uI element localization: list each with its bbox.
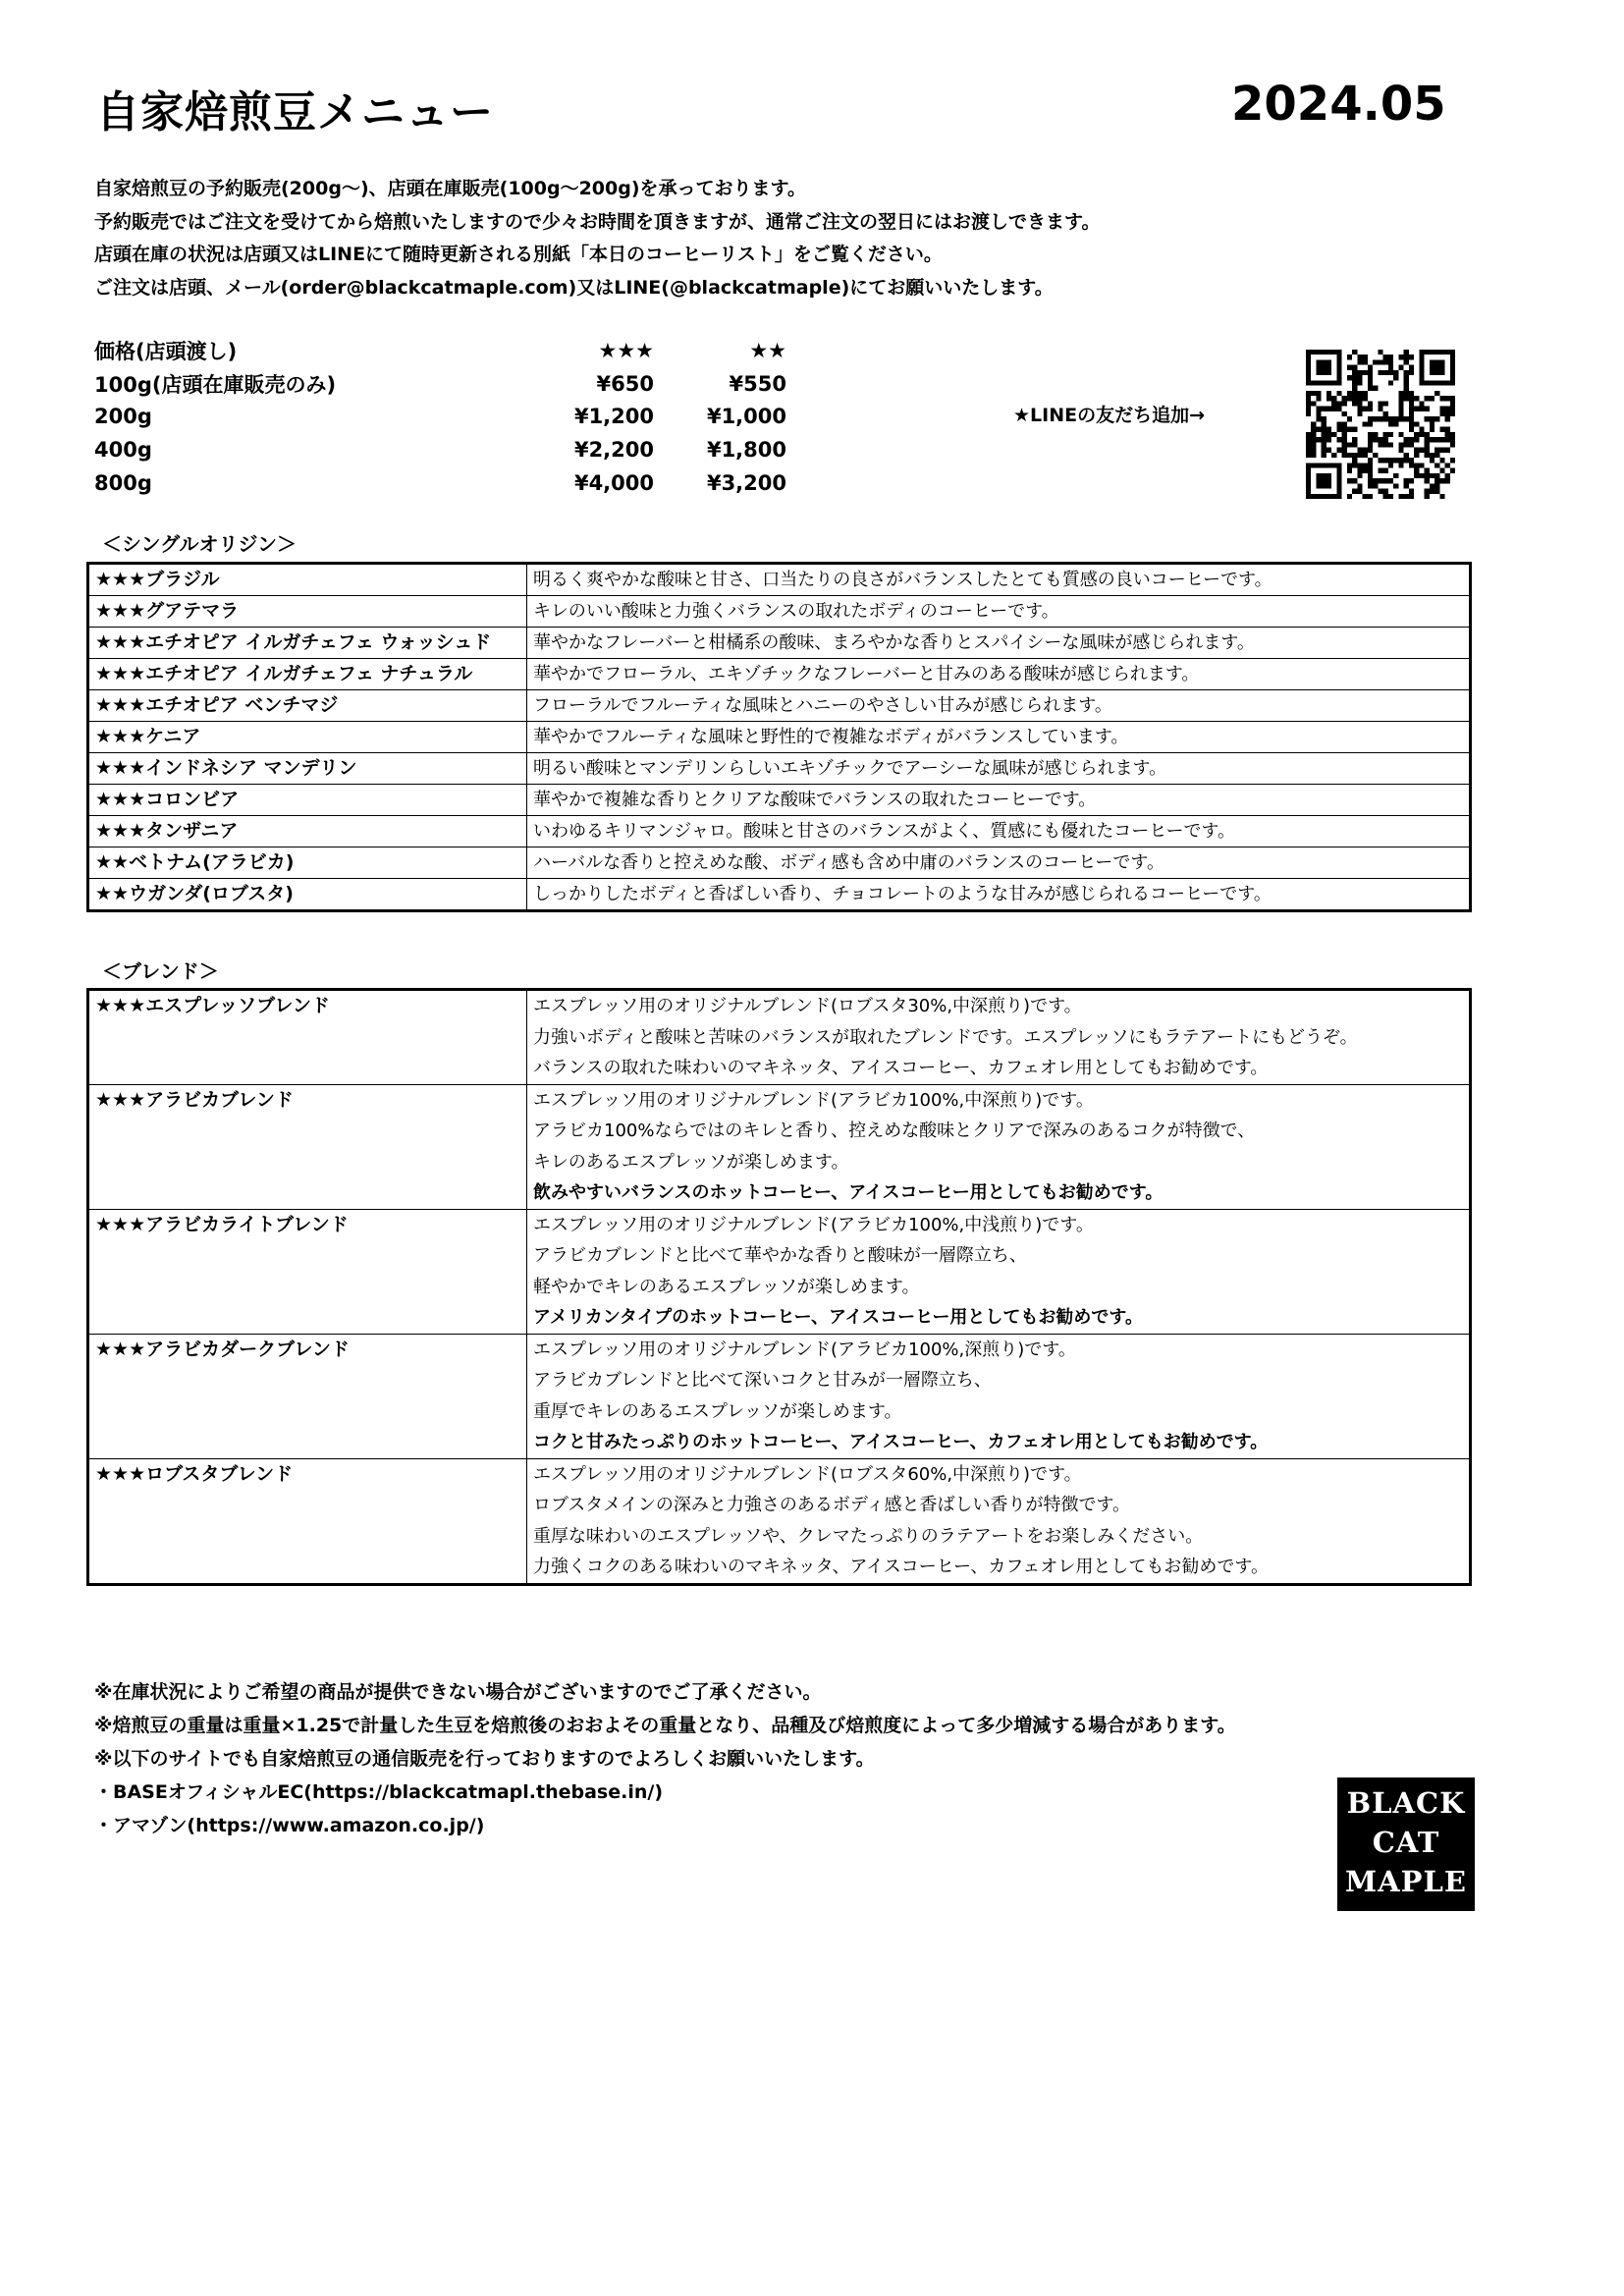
blend-desc-line: エスプレッソ用のオリジナルブレンド(アラビカ100%,中深煎り)です。 <box>533 1089 1094 1111</box>
bean-description: しっかりしたボディと香ばしい香り、チョコレートのような甘みが感じられるコーヒーです。 <box>527 879 1471 911</box>
price-three-star: ¥650 <box>596 371 654 396</box>
line-add-friend-note: ★LINEの友だち追加→ <box>1013 405 1206 426</box>
blend-description <box>527 1209 1471 1334</box>
blend-description <box>527 1084 1471 1209</box>
blend-heading: ＜ブレンド＞ <box>102 959 219 983</box>
logo-line: MAPLE <box>1345 1865 1467 1898</box>
blend-recommendation: 飲みやすいバランスのホットコーヒー、アイスコーヒー用としてもお勧めです。 <box>533 1182 1164 1203</box>
blend-desc-line: 力強いボディと酸味と苦味のバランスが取れたブレンドです。エスプレッソにもラテアートにもどうぞ。 <box>533 1026 1358 1048</box>
single-origin-heading: ＜シングルオリジン＞ <box>102 532 297 556</box>
single-origin-table <box>86 562 1472 912</box>
line-qr-code[interactable] <box>1302 350 1459 499</box>
base-ec-link[interactable]: ・BASEオフィシャルEC(https://blackcatmapl.thebase.in/) <box>94 1781 664 1803</box>
table-row <box>88 753 1471 785</box>
bean-description: 明るく爽やかな酸味と甘さ、口当たりの良さがバランスしたとても質感の良いコーヒーです。 <box>527 564 1471 596</box>
blend-name: ★★★エスプレッソブレンド <box>88 990 527 1085</box>
bean-name: ★★★タンザニア <box>88 816 527 847</box>
intro-line: 自家焙煎豆の予約販売(200g～)、店頭在庫販売(100g～200g)を承っております。 <box>94 178 806 199</box>
price-weight: 100g(店頭在庫販売のみ) <box>94 372 337 397</box>
blend-desc-line: エスプレッソ用のオリジナルブレンド(アラビカ100%,深煎り)です。 <box>533 1339 1076 1360</box>
menu-date: 2024.05 <box>1231 77 1446 132</box>
price-weight: 400g <box>94 437 152 462</box>
price-header-row <box>94 334 786 367</box>
price-row <box>94 466 786 500</box>
bean-name: ★★★エチオピア イルガチェフェ ウォッシュド <box>88 628 527 659</box>
price-weight: 800g <box>94 470 152 495</box>
bean-description: フローラルでフルーティな風味とハニーのやさしい甘みが感じられます。 <box>527 690 1471 722</box>
note-line: ※以下のサイトでも自家焙煎豆の通信販売を行っておりますのでよろしくお願いいたします。 <box>94 1748 875 1770</box>
table-row <box>88 596 1471 628</box>
notes <box>94 1675 1236 1842</box>
blend-desc-line: バランスの取れた味わいのマキネッタ、アイスコーヒー、カフェオレ用としてもお勧めです。 <box>533 1058 1269 1078</box>
price-two-star: ¥1,000 <box>706 405 786 429</box>
blend-desc-line: 軽やかでキレのあるエスプレッソが楽しめます。 <box>533 1276 920 1297</box>
blend-description <box>527 1334 1471 1458</box>
bean-name: ★★★インドネシア マンデリン <box>88 753 527 785</box>
price-two-star: ¥3,200 <box>706 470 786 495</box>
bean-name: ★★★グアテマラ <box>88 596 527 628</box>
table-row <box>88 1458 1471 1584</box>
bean-description: いわゆるキリマンジャロ。酸味と甘さのバランスがよく、質感にも優れたコーヒーです。 <box>527 816 1471 847</box>
table-row <box>88 722 1471 753</box>
intro-text <box>94 173 1100 304</box>
price-row <box>94 367 786 401</box>
table-row <box>88 564 1471 596</box>
blend-desc-line: エスプレッソ用のオリジナルブレンド(ロブスタ60%,中深煎り)です。 <box>533 1463 1082 1485</box>
black-cat-maple-logo <box>1337 1777 1475 1911</box>
table-row <box>88 847 1471 879</box>
price-two-star: ¥1,800 <box>706 437 786 462</box>
price-three-star: ¥4,000 <box>573 470 654 495</box>
price-header-two-star: ★★ <box>749 338 786 362</box>
blend-desc-line: エスプレッソ用のオリジナルブレンド(ロブスタ30%,中深煎り)です。 <box>533 996 1082 1016</box>
price-row <box>94 400 786 433</box>
bean-description: 華やかなフレーバーと柑橘系の酸味、まろやかな香りとスパイシーな風味が感じられます。 <box>527 628 1471 659</box>
bean-description: 華やかでフルーティな風味と野性的で複雑なボディがバランスしています。 <box>527 722 1471 753</box>
blend-description <box>527 990 1471 1085</box>
logo-line: BLACK <box>1346 1786 1466 1820</box>
price-two-star: ¥550 <box>729 371 786 396</box>
logo-line: CAT <box>1372 1826 1440 1859</box>
blend-table <box>86 988 1472 1586</box>
price-row <box>94 433 786 466</box>
bean-description: 華やかで複雑な香りとクリアな酸味でバランスの取れたコーヒーです。 <box>527 785 1471 816</box>
price-header-label: 価格(店頭渡し) <box>94 339 238 363</box>
table-row <box>88 690 1471 722</box>
blend-recommendation: アメリカンタイプのホットコーヒー、アイスコーヒー用としてもお勧めです。 <box>533 1307 1143 1328</box>
price-weight: 200g <box>94 405 152 429</box>
blend-desc-line: エスプレッソ用のオリジナルブレンド(アラビカ100%,中浅煎り)です。 <box>533 1214 1094 1235</box>
blend-desc-line: ロブスタメインの深みと力強さのあるボディ感と香ばしい香りが特徴です。 <box>533 1495 1131 1515</box>
bean-description: ハーバルな香りと控えめな酸、ボディ感も含め中庸のバランスのコーヒーです。 <box>527 847 1471 879</box>
table-row <box>88 990 1471 1085</box>
intro-line: 予約販売ではご注文を受けてから焙煎いたしますので少々お時間を頂きますが、通常ご注文の翌日にはお渡しできます。 <box>94 210 1101 233</box>
bean-name: ★★★ケニア <box>88 722 527 753</box>
intro-line: 店頭在庫の状況は店頭又はLINEにて随時更新される別紙「本日のコーヒーリスト」をご覧ください。 <box>94 244 943 265</box>
bean-description: キレのいい酸味と力強くバランスの取れたボディのコーヒーです。 <box>527 596 1471 628</box>
bean-name: ★★ベトナム(アラビカ) <box>88 847 527 879</box>
page-title: 自家焙煎豆メニュー <box>96 87 494 137</box>
blend-desc-line: アラビカブレンドと比べて深いコクと甘みが一層際立ち、 <box>533 1370 992 1391</box>
price-three-star: ¥1,200 <box>573 405 654 429</box>
bean-name: ★★★コロンビア <box>88 785 527 816</box>
bean-name: ★★★エチオピア イルガチェフェ ナチュラル <box>88 659 527 690</box>
table-row <box>88 785 1471 816</box>
amazon-link[interactable]: ・アマゾン(https://www.amazon.co.jp/) <box>94 1815 485 1836</box>
table-row <box>88 1084 1471 1209</box>
table-row <box>88 1334 1471 1458</box>
blend-desc-line: 重厚な味わいのエスプレッソや、クレマたっぷりのラテアートをお楽しみください。 <box>533 1525 1204 1547</box>
blend-name: ★★★アラビカブレンド <box>88 1084 527 1209</box>
blend-description <box>527 1458 1471 1584</box>
price-three-star: ¥2,200 <box>573 437 654 462</box>
table-row <box>88 628 1471 659</box>
table-row <box>88 879 1471 911</box>
table-row <box>88 659 1471 690</box>
bean-name: ★★★ブラジル <box>88 564 527 596</box>
intro-line: ご注文は店頭、メール(order@blackcatmaple.com)又はLINE(@blackcatmaple)にてお願いいたします。 <box>94 276 1054 299</box>
blend-desc-line: アラビカ100%ならではのキレと香り、控えめな酸味とクリアで深みのあるコクが特徴で、 <box>533 1121 1256 1141</box>
blend-desc-line: 重厚でキレのあるエスプレッソが楽しめます。 <box>533 1400 902 1422</box>
blend-name: ★★★アラビカダークブレンド <box>88 1334 527 1458</box>
blend-desc-line: アラビカブレンドと比べて華やかな香りと酸味が一層際立ち、 <box>533 1245 1027 1266</box>
bean-name: ★★★エチオピア ベンチマジ <box>88 690 527 722</box>
blend-desc-line: キレのあるエスプレッソが楽しめます。 <box>533 1151 849 1173</box>
bean-description: 明るい酸味とマンデリンらしいエキゾチックでアーシーな風味が感じられます。 <box>527 753 1471 785</box>
table-row <box>88 1209 1471 1334</box>
bean-description: 華やかでフローラル、エキゾチックなフレーバーと甘みのある酸味が感じられます。 <box>527 659 1471 690</box>
blend-name: ★★★ロブスタブレンド <box>88 1458 527 1584</box>
note-line: ※焙煎豆の重量は重量×1.25で計量した生豆を焙煎後のおおよその重量となり、品種及び焙煎度によって多少増減する場合があります。 <box>94 1715 1236 1736</box>
price-header-three-star: ★★★ <box>598 338 654 362</box>
blend-recommendation: コクと甘みたっぷりのホットコーヒー、アイスコーヒー、カフェオレ用としてもお勧めです。 <box>533 1432 1269 1452</box>
price-table <box>94 334 786 499</box>
bean-name: ★★ウガンダ(ロブスタ) <box>88 879 527 911</box>
blend-name: ★★★アラビカライトブレンド <box>88 1209 527 1334</box>
note-line: ※在庫状況によりご希望の商品が提供できない場合がございますのでご了承ください。 <box>94 1681 822 1703</box>
table-row <box>88 816 1471 847</box>
blend-desc-line: 力強くコクのある味わいのマキネッタ、アイスコーヒー、カフェオレ用としてもお勧めです。 <box>533 1557 1269 1577</box>
